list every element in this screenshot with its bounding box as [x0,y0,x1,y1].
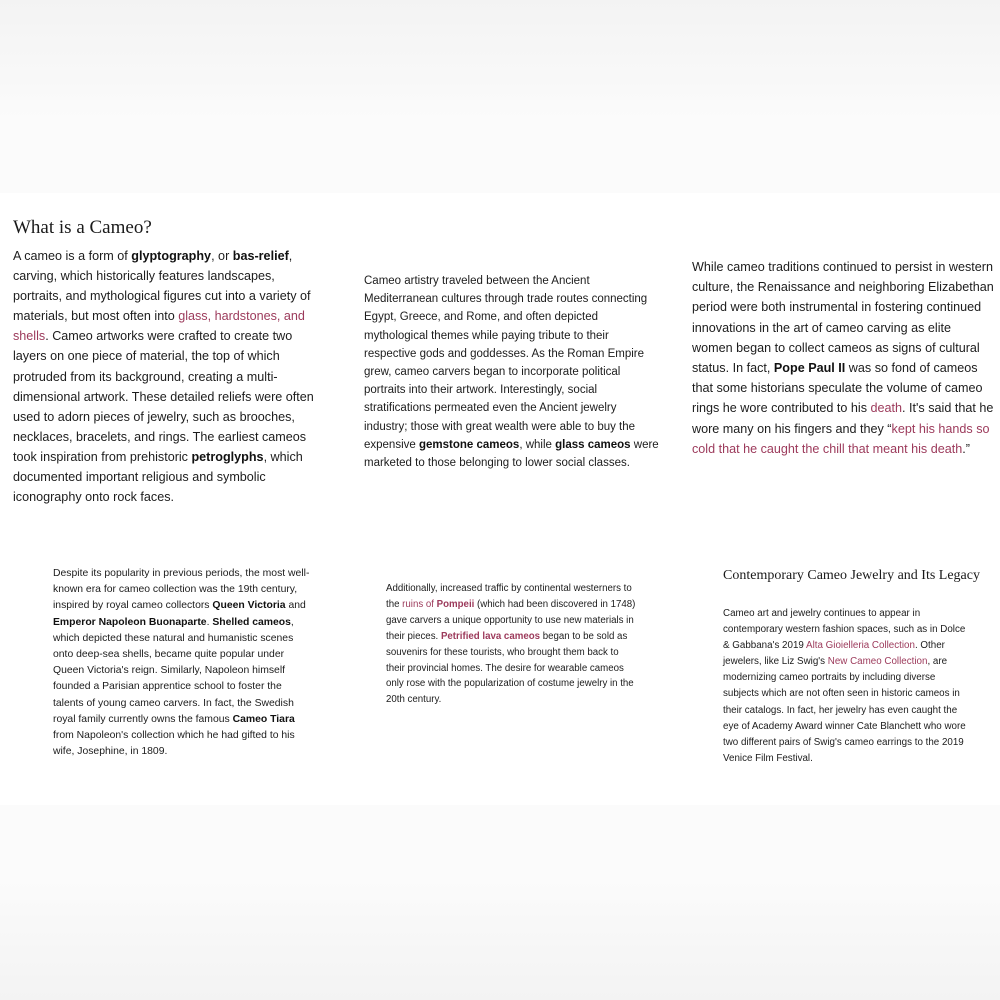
renaissance-text [692,257,994,459]
death-link[interactable]: death [870,401,903,416]
text-run: and [285,600,306,612]
text-run: from Napoleon's collection which he had gifted to his wife, Josephine, in 1809. [53,730,295,758]
text-run: was so fond of cameos that some historians speculate the volume of cameo rings he wore contributed to his [692,361,983,416]
pompeii-text [386,581,638,708]
materials-link[interactable]: glass, hardstones, and shells [13,309,305,344]
pompeii-link[interactable] [402,599,474,610]
intro-text [13,246,318,507]
text-run: , which documented important religious and symbolic iconography onto rock faces. [13,449,303,505]
text-run: , carving, which historically features landscapes, portraits, and mythological figures cut into a variety of materials, but most often into [13,249,311,324]
text-run: , or [211,249,233,263]
term-gemstone-cameos: gemstone cameos [418,438,520,451]
text-run: Cameo art and jewelry continues to appear in contemporary western fashion spaces, such as in Dolce & Gabbana's 2019 [723,608,966,652]
text-run: Additionally, increased traffic by continental westerners to the [386,583,632,610]
term-glass-cameos: glass cameos [555,438,631,451]
petrified-lava-link-text: Petrified lava cameos [440,630,541,642]
term-queen-victoria: Queen Victoria [212,600,286,612]
text-run: (which had been discovered in 1748) gave carvers a unique opportunity to use new materials in their pieces. [386,598,636,642]
term-pope-paul-ii: Pope Paul II [773,361,846,376]
text-run: . It's said that he wore many on his fingers and they “ [692,401,994,436]
text-run: , while [519,438,556,451]
text-run: Cameo artistry traveled between the Ancient Mediterranean cultures through trade routes connecting Egypt, Greece, and Rome, and often depicted mythological themes while paying tribute to their respective gods and goddesses. As the Roman Empire grew, cameo carvers began to incorporate political portraits into their artwork. Interestingly, social stratifications permeated even the Ancient jewelry industry; those with great wealth were able to buy the expensive [364,275,648,451]
text-run: While cameo traditions continued to persist in western culture, the Renaissance and neighboring Elizabethan period were both instrumental in fostering continued innovations in the art of cameo carving as elite women began to collect cameos as signs of cultural status. In fact, [692,260,994,376]
text-run: . Cameo artworks were crafted to create two layers on one piece of material, the top of which protruded from its background, creating a multi-dimensional artwork. These detailed reliefs were often used to adorn pieces of jewelry, such as brooches, necklaces, bracelets, and rings. The earliest cameos took inspiration from prehistoric [13,329,314,464]
pompeii-link-bold: Pompeii [436,598,475,610]
text-run: Despite its popularity in previous periods, the most well-known era for cameo collection was the 19th century, inspired by royal cameo collectors [53,568,310,612]
renaissance-paragraph [692,257,994,459]
nineteenth-century-text [53,566,313,760]
contemporary-text [723,606,973,767]
alta-gioielleria-link[interactable]: Alta Gioielleria Collection [806,640,915,652]
text-run: . [206,616,213,628]
text-run: A cameo is a form of [13,249,132,263]
text-run: , which depicted these natural and humanistic scenes onto deep-sea shells, became quite popular under Queen Victoria's reign. Similarly, Napoleon himself founded a Parisian apprentice school to foster the talents of young cameo carvers. In fact, the Swedish royal family currently owns the famous [53,616,294,725]
pompeii-paragraph [386,581,638,708]
nineteenth-century-paragraph [53,566,313,760]
contemporary-title: Contemporary Cameo Jewelry and Its Legacy [723,568,980,583]
term-napoleon: Emperor Napoleon Buonaparte [53,616,207,628]
intro-paragraph [13,246,318,507]
section-title: What is a Cameo? [13,217,152,238]
new-cameo-collection-link[interactable]: New Cameo Collection [827,656,928,668]
ancient-history-paragraph [364,272,660,472]
text-run: began to be sold as souvenirs for these tourists, who brought them back to their provincial homes. The desire for wearable cameos only rose with the popularization of costume jewelry in the 20th century. [386,630,634,706]
text-run: . Other jewelers, like Liz Swig's [723,640,945,668]
term-cameo-tiara: Cameo Tiara [232,713,295,725]
pompeii-link-text: ruins of [402,598,437,610]
quote-link[interactable]: kept his hands so cold that he caught the chill that meant his death [692,421,990,456]
text-run: , are modernizing cameo portraits by including diverse subjects which are not often seen in historic cameos in their catalogs. In fact, her jewelry has even caught the eye of Academy Award winner Cate Blanchett who wore two different pairs of Swig's cameo earrings to the 2019 Venice Film Festival. [723,656,966,764]
text-run: were marketed to those belonging to lower social classes. [364,438,659,470]
text-run: .” [962,441,970,456]
term-glyptography: glyptography [131,249,212,263]
term-shelled-cameos: Shelled cameos [212,616,291,628]
term-bas-relief: bas-relief [232,249,289,263]
ancient-history-text [364,272,660,472]
petrified-lava-link[interactable] [441,631,540,642]
contemporary-paragraph [723,606,973,767]
term-petroglyphs: petroglyphs [191,449,264,464]
